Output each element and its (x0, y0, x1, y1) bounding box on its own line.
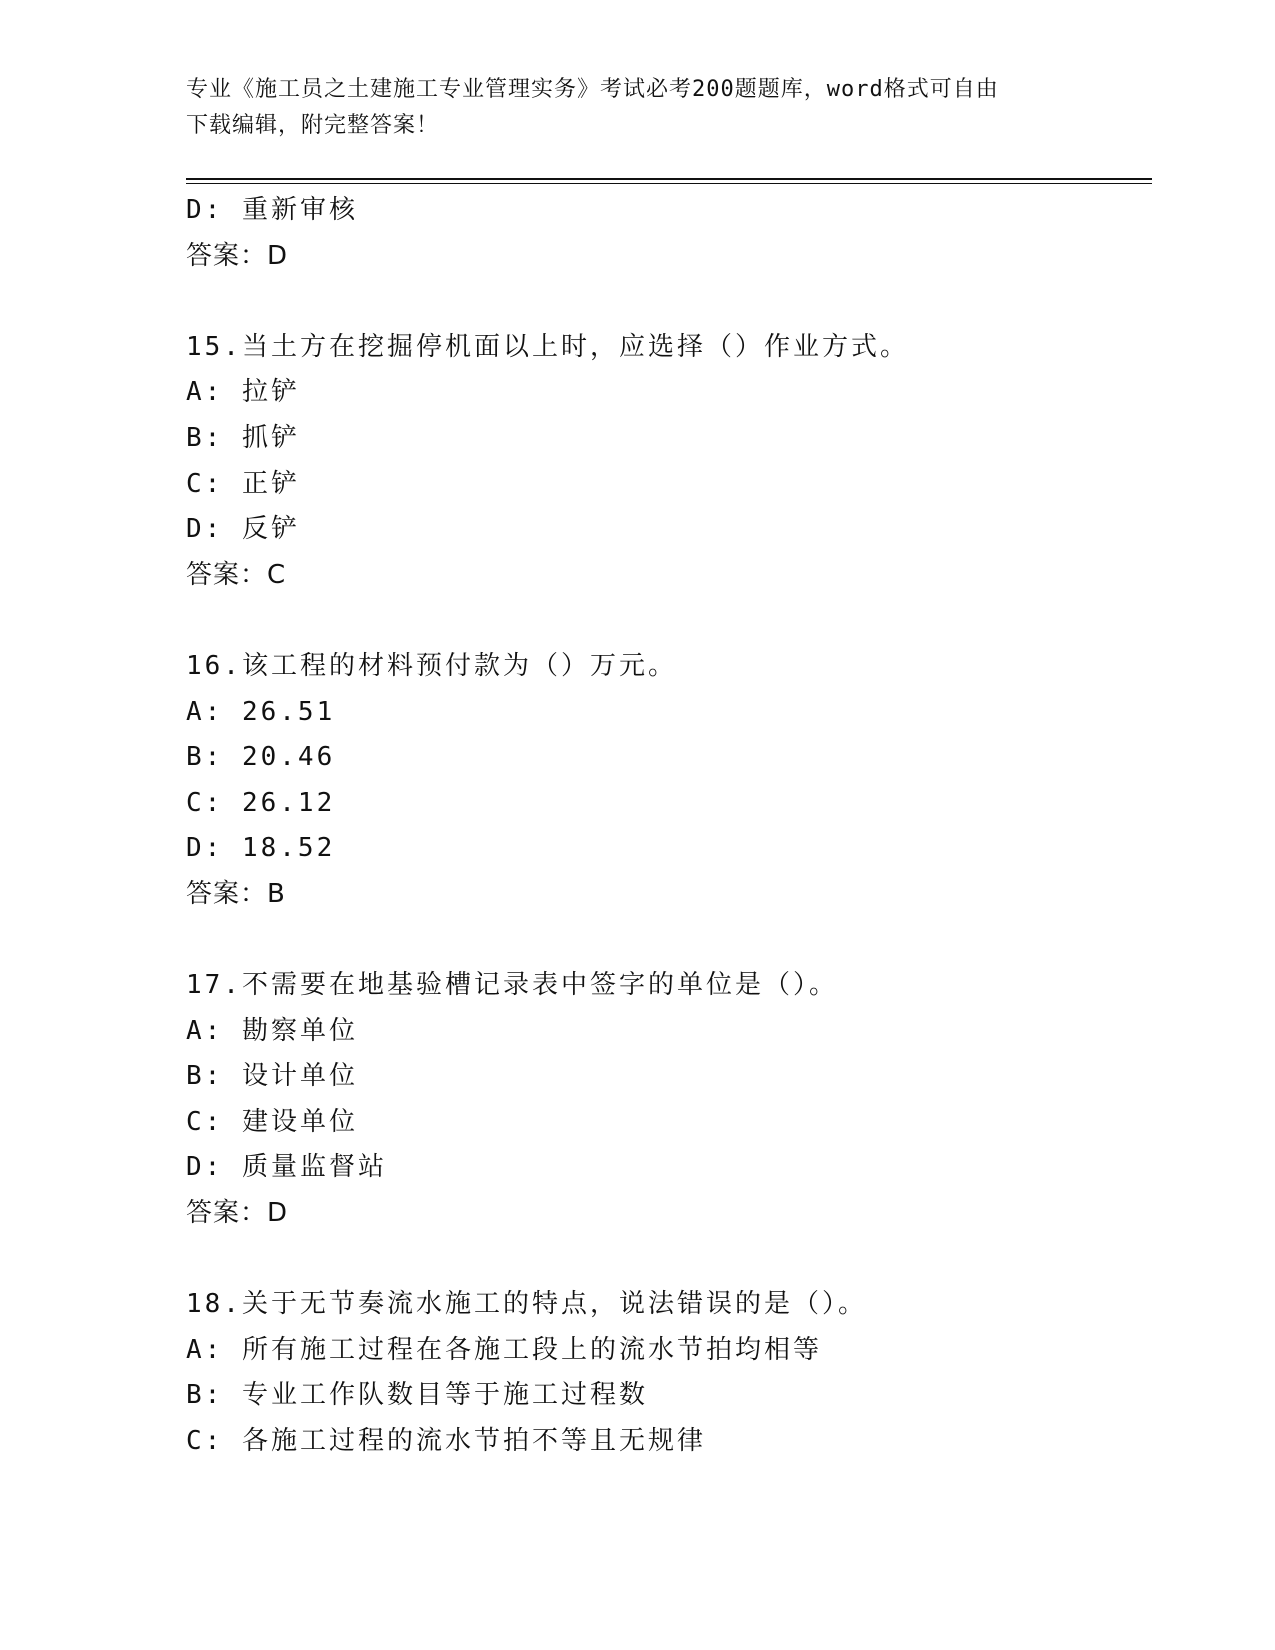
question-gap (186, 1237, 1146, 1283)
answer-line: 答案：D (186, 1198, 289, 1229)
header-rule-thin (186, 183, 1152, 184)
option-d: D: 反铲 (186, 514, 300, 545)
option-d: D: 18.52 (186, 833, 336, 864)
question-gap (186, 279, 1146, 325)
header-line-1: 专业《施工员之土建施工专业管理实务》考试必考200题题库，word格式可自由 (186, 77, 999, 102)
option-c: C: 正铲 (186, 468, 300, 499)
option-d: D: 质量监督站 (186, 1152, 387, 1183)
option-c: C: 26.12 (186, 787, 336, 818)
question-16 (186, 644, 1146, 918)
option-a: A: 26.51 (186, 696, 336, 727)
question-text: 16.该工程的材料预付款为（）万元。 (186, 650, 677, 681)
option-a: A: 拉铲 (186, 377, 300, 408)
option-b: B: 设计单位 (186, 1061, 358, 1092)
answer-line: 答案：C (186, 559, 287, 590)
option-c: C: 各施工过程的流水节拍不等且无规律 (186, 1426, 706, 1457)
question-list (186, 188, 1146, 1465)
answer-line: 答案：B (186, 878, 286, 909)
option-a: A: 所有施工过程在各施工段上的流水节拍均相等 (186, 1334, 822, 1365)
question-gap (186, 598, 1146, 644)
question-text: 17.不需要在地基验槽记录表中签字的单位是（）。 (186, 970, 838, 1001)
page-header (186, 72, 1076, 144)
question-18 (186, 1282, 1146, 1464)
option-c: C: 建设单位 (186, 1106, 358, 1137)
option-b: B: 抓铲 (186, 422, 300, 453)
header-line-2: 下载编辑，附完整答案！ (186, 113, 440, 138)
answer-line: 答案：D (186, 240, 289, 271)
option-a: A: 勘察单位 (186, 1015, 358, 1046)
question-text: 15.当土方在挖掘停机面以上时，应选择（）作业方式。 (186, 331, 909, 362)
question-17 (186, 963, 1146, 1237)
question-15 (186, 325, 1146, 599)
question-fragment (186, 188, 1146, 279)
option-b: B: 专业工作队数目等于施工过程数 (186, 1380, 648, 1411)
question-text: 18.关于无节奏流水施工的特点，说法错误的是（）。 (186, 1289, 867, 1320)
option-b: B: 20.46 (186, 742, 336, 773)
header-rule-thick (186, 178, 1152, 180)
option-d: D: 重新审核 (186, 195, 358, 225)
question-gap (186, 918, 1146, 964)
